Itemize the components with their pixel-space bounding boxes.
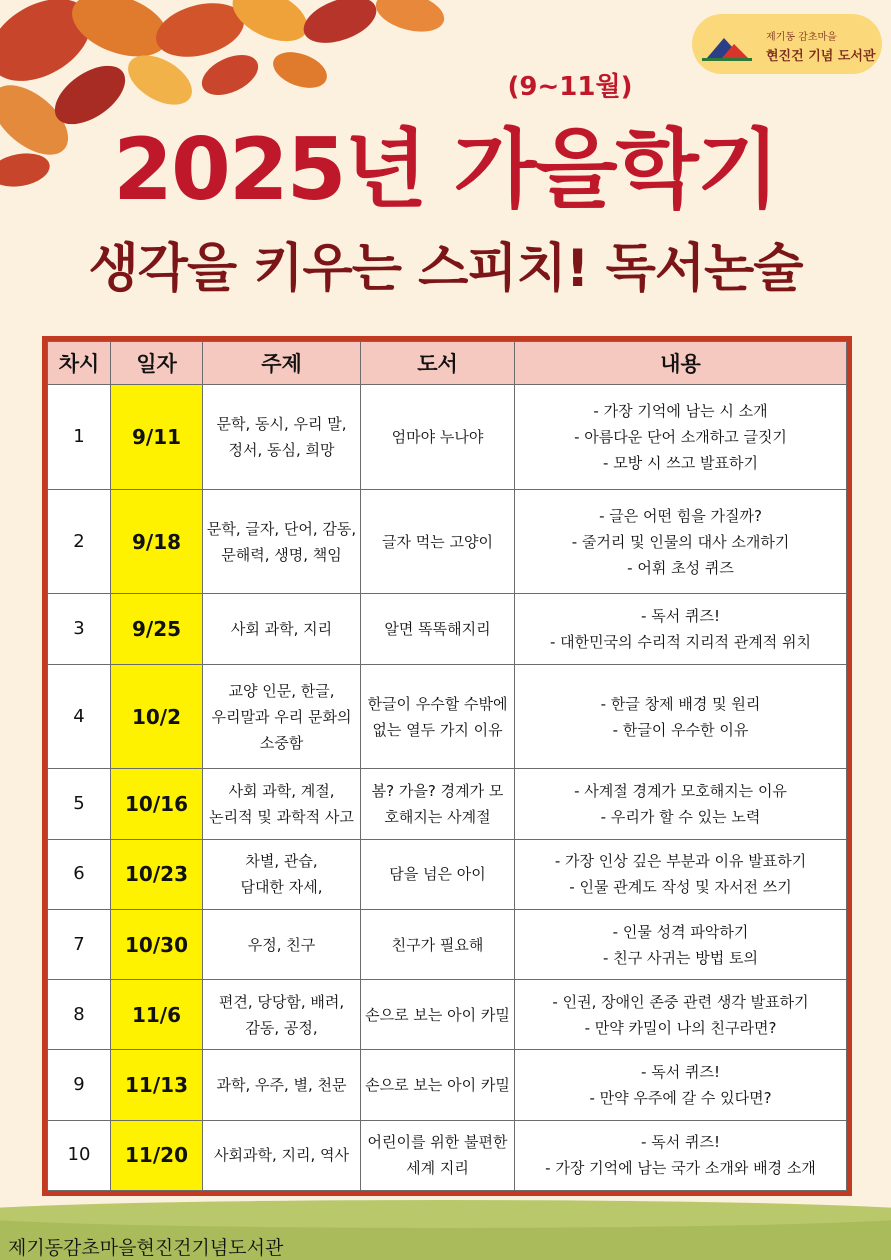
content-cell-line: - 독서 퀴즈! — [641, 1063, 720, 1082]
header-book: 도서 — [361, 342, 515, 385]
table-row — [48, 664, 847, 769]
topic-cell-line: 사회과학, 지리, 역사 — [214, 1146, 349, 1165]
session-cell: 6 — [48, 839, 111, 909]
topic-cell-line: 과학, 우주, 별, 천문 — [216, 1076, 347, 1095]
book-cell-line: 호해지는 사계절 — [384, 808, 491, 827]
page-subtitle: 생각을 키우는 스피치! 독서논술 — [88, 239, 803, 299]
topic-cell — [203, 980, 361, 1050]
book-cell — [361, 385, 515, 490]
topic-cell — [203, 489, 361, 594]
topic-cell — [203, 769, 361, 839]
topic-cell-line: 논리적 및 과학적 사고 — [209, 808, 354, 827]
book-cell — [361, 594, 515, 664]
table-row — [48, 385, 847, 490]
book-cell-line: 알면 똑똑해지리 — [384, 620, 491, 639]
book-cell-line: 엄마야 누나야 — [391, 427, 484, 446]
topic-cell-line: 편견, 당당함, 배려, — [218, 992, 345, 1011]
schedule-table-frame — [42, 336, 852, 1196]
topic-cell — [203, 1120, 361, 1190]
table-row — [48, 1050, 847, 1120]
topic-cell-line: 차별, 관습, — [245, 852, 318, 871]
book-cell — [361, 909, 515, 979]
logo-library-name: 현진건 기념 도서관 — [766, 49, 876, 64]
content-cell-line: - 한글이 우수한 이유 — [612, 720, 749, 739]
content-cell — [515, 1120, 847, 1190]
content-cell — [515, 1050, 847, 1120]
content-cell-line: - 인권, 장애인 존중 관련 생각 발표하기 — [552, 992, 809, 1011]
content-cell-line: - 가장 인상 깊은 부분과 이유 발표하기 — [554, 852, 807, 871]
book-cell-line: 없는 열두 가지 이유 — [372, 720, 503, 739]
content-cell — [515, 769, 847, 839]
topic-cell-line: 감동, 공정, — [245, 1018, 318, 1037]
topic-cell-line: 문학, 동시, 우리 말, — [216, 414, 347, 433]
topic-cell-line: 사회 과학, 계절, — [228, 782, 335, 801]
topic-cell-line: 문해력, 생명, 책임 — [221, 545, 342, 564]
content-cell-line: - 만약 카밀이 나의 친구라면? — [584, 1018, 777, 1037]
topic-cell-line: 우정, 친구 — [247, 935, 316, 954]
table-row — [48, 980, 847, 1050]
page-title: 2025년 가을학기 — [113, 120, 778, 220]
book-cell — [361, 980, 515, 1050]
book-cell — [361, 489, 515, 594]
book-cell-line: 친구가 필요해 — [391, 935, 484, 954]
content-cell-line: - 대한민국의 수리적 지리적 관계적 위치 — [549, 633, 812, 652]
book-cell-line: 세계 지리 — [406, 1159, 469, 1178]
content-cell-line: - 친구 사귀는 방법 토의 — [603, 948, 758, 967]
topic-cell — [203, 594, 361, 664]
header-topic: 주제 — [203, 342, 361, 385]
content-cell — [515, 839, 847, 909]
content-cell-line: - 아름다운 단어 소개하고 글짓기 — [574, 427, 787, 446]
content-cell-line: - 글은 어떤 힘을 가질까? — [599, 506, 762, 525]
table-row — [48, 909, 847, 979]
content-cell-line: - 인물 성격 파악하기 — [612, 922, 749, 941]
topic-cell — [203, 839, 361, 909]
date-cell: 9/18 — [111, 489, 203, 594]
header-date: 일자 — [111, 342, 203, 385]
topic-cell-line: 교양 인문, 한글, — [228, 681, 335, 700]
book-cell — [361, 1120, 515, 1190]
session-cell: 9 — [48, 1050, 111, 1120]
content-cell-line: - 독서 퀴즈! — [641, 607, 720, 626]
date-cell: 11/20 — [111, 1120, 203, 1190]
header-content: 내용 — [515, 342, 847, 385]
period-label: (9~11월) — [507, 72, 633, 102]
table-row — [48, 594, 847, 664]
topic-cell — [203, 385, 361, 490]
session-cell: 7 — [48, 909, 111, 979]
session-cell: 5 — [48, 769, 111, 839]
library-logo — [692, 14, 882, 74]
book-cell-line: 손으로 보는 아이 카밀 — [365, 1076, 510, 1095]
content-cell-line: - 모방 시 쓰고 발표하기 — [603, 453, 758, 472]
content-cell-line: - 독서 퀴즈! — [641, 1133, 720, 1152]
book-cell-line: 글자 먹는 고양이 — [382, 532, 493, 551]
table-row — [48, 1120, 847, 1190]
table-row — [48, 839, 847, 909]
topic-cell — [203, 1050, 361, 1120]
content-cell-line: - 한글 창제 배경 및 원리 — [600, 694, 761, 713]
book-cell — [361, 839, 515, 909]
date-cell: 10/16 — [111, 769, 203, 839]
topic-cell-line: 소중함 — [259, 733, 304, 752]
date-cell: 11/13 — [111, 1050, 203, 1120]
table-row — [48, 769, 847, 839]
content-cell-line: - 어휘 초성 퀴즈 — [627, 558, 734, 577]
footer-library-name: 제기동감초마을현진건기념도서관 — [8, 1237, 284, 1259]
content-cell-line: - 인물 관계도 작성 및 자서전 쓰기 — [569, 878, 792, 897]
book-cell-line: 담을 넘은 아이 — [389, 865, 486, 884]
date-cell: 10/30 — [111, 909, 203, 979]
topic-cell-line: 담대한 자세, — [240, 878, 323, 897]
date-cell: 10/23 — [111, 839, 203, 909]
session-cell: 2 — [48, 489, 111, 594]
topic-cell-line: 사회 과학, 지리 — [230, 620, 333, 639]
content-cell-line: - 줄거리 및 인물의 대사 소개하기 — [571, 532, 790, 551]
topic-cell-line: 정서, 동심, 희망 — [228, 440, 335, 459]
content-cell-line: - 우리가 할 수 있는 노력 — [600, 808, 761, 827]
library-logo-icon — [702, 32, 752, 62]
content-cell — [515, 489, 847, 594]
book-cell-line: 한글이 우수할 수밖에 — [367, 694, 508, 713]
session-cell: 10 — [48, 1120, 111, 1190]
content-cell — [515, 980, 847, 1050]
table-header-row — [48, 342, 847, 385]
topic-cell — [203, 909, 361, 979]
date-cell: 10/2 — [111, 664, 203, 769]
book-cell-line: 어린이를 위한 불편한 — [367, 1133, 508, 1152]
topic-cell — [203, 664, 361, 769]
book-cell — [361, 1050, 515, 1120]
header-session: 차시 — [48, 342, 111, 385]
session-cell: 1 — [48, 385, 111, 490]
book-cell-line: 봄? 가을? 경계가 모 — [371, 782, 504, 801]
topic-cell-line: 우리말과 우리 문화의 — [211, 707, 352, 726]
session-cell: 4 — [48, 664, 111, 769]
book-cell — [361, 664, 515, 769]
content-cell — [515, 594, 847, 664]
session-cell: 8 — [48, 980, 111, 1050]
content-cell-line: - 가장 기억에 남는 시 소개 — [593, 401, 768, 420]
content-cell — [515, 664, 847, 769]
date-cell: 9/11 — [111, 385, 203, 490]
table-row — [48, 489, 847, 594]
book-cell-line: 손으로 보는 아이 카밀 — [365, 1005, 510, 1024]
book-cell — [361, 769, 515, 839]
session-cell: 3 — [48, 594, 111, 664]
content-cell-line: - 가장 기억에 남는 국가 소개와 배경 소개 — [545, 1159, 816, 1178]
logo-small-text: 제기동 감초마을 — [766, 32, 837, 43]
content-cell — [515, 385, 847, 490]
schedule-table — [47, 341, 847, 1191]
content-cell-line: - 사계절 경계가 모호해지는 이유 — [574, 782, 787, 801]
date-cell: 9/25 — [111, 594, 203, 664]
date-cell: 11/6 — [111, 980, 203, 1050]
content-cell — [515, 909, 847, 979]
content-cell-line: - 만약 우주에 갈 수 있다면? — [589, 1089, 772, 1108]
topic-cell-line: 문학, 글자, 단어, 감동, — [206, 519, 357, 538]
